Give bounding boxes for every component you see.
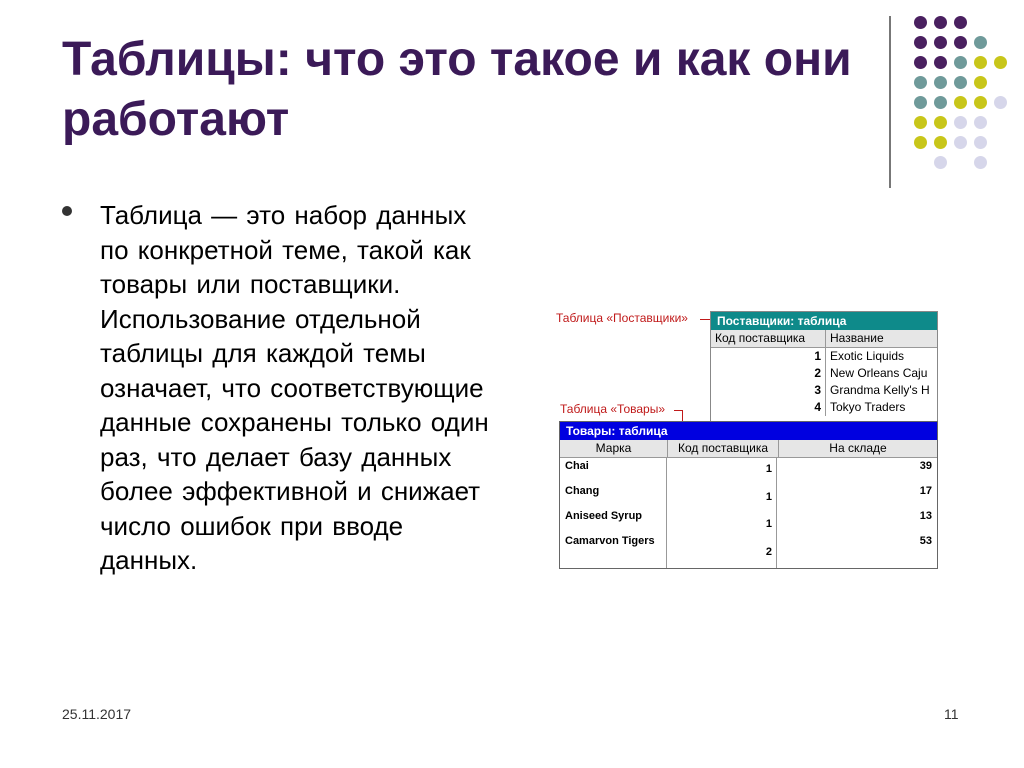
slide-date: 25.11.2017 — [62, 706, 132, 722]
vertical-divider — [889, 16, 891, 188]
suppliers-col-name: Название — [830, 331, 884, 345]
decor-dot — [954, 16, 967, 29]
decor-dot — [934, 76, 947, 89]
suppliers-table — [710, 311, 938, 427]
product-brand-cell: Camarvon Tigers — [565, 535, 655, 547]
products-col-stock: На складе — [829, 441, 887, 455]
product-code-cell: 1 — [765, 490, 772, 503]
decor-dot — [974, 96, 987, 109]
product-stock-cell: 17 — [919, 485, 932, 497]
products-col-brand: Марка — [560, 440, 668, 457]
product-stock-cell: 39 — [919, 460, 932, 472]
supplier-name-cell: New Orleans Caju — [830, 366, 928, 380]
products-table-header — [560, 440, 937, 458]
decor-dot — [954, 36, 967, 49]
decor-dot — [974, 136, 987, 149]
decor-dot — [974, 56, 987, 69]
decor-dot — [914, 136, 927, 149]
decor-dot — [954, 116, 967, 129]
suppliers-col-code: Код поставщика — [711, 330, 826, 347]
slide-number: 11 — [944, 706, 959, 722]
product-brand-cell: Chang — [565, 485, 600, 497]
product-stock-cell: 53 — [919, 535, 932, 547]
product-brand-cell: Aniseed Syrup — [565, 510, 643, 522]
decor-dot — [934, 116, 947, 129]
bullet-text: Таблица — это набор данных по конкретной теме, такой как товары или поставщики. Использование отдельной таблицы для каждой темы означает, что соответствующие данные сохранены только один раз, что делает базу данных более эффективной и снижает число ошибок при вводе данных. — [100, 200, 489, 575]
table-row — [711, 348, 937, 365]
table-row — [711, 399, 937, 416]
suppliers-table-title: Поставщики: таблица — [711, 312, 937, 330]
products-code-column — [667, 458, 777, 568]
decor-dot — [914, 56, 927, 69]
slide-title: Таблицы: что это такое и как они работают — [62, 33, 852, 146]
decor-dot — [974, 116, 987, 129]
decor-dot — [994, 56, 1007, 69]
products-brand-column — [560, 458, 667, 568]
supplier-code-cell: 1 — [711, 348, 826, 365]
decor-dot — [934, 56, 947, 69]
decor-dot — [994, 96, 1007, 109]
product-brand-cell: Chai — [565, 460, 589, 472]
supplier-code-cell: 2 — [711, 365, 826, 382]
decor-dot — [974, 36, 987, 49]
product-stock-cell: 13 — [919, 510, 932, 522]
supplier-name-cell: Exotic Liquids — [830, 349, 905, 363]
callout-suppliers-label: Таблица «Поставщики» — [556, 311, 688, 325]
decor-dot — [914, 96, 927, 109]
product-code-cell: 1 — [765, 463, 772, 475]
decor-dot — [914, 36, 927, 49]
tables-figure — [548, 306, 948, 576]
decor-dot — [934, 16, 947, 29]
supplier-code-cell: 4 — [711, 399, 826, 416]
product-code-cell: 1 — [765, 518, 772, 530]
decor-dot — [974, 76, 987, 89]
decor-dot — [954, 76, 967, 89]
decor-dot — [934, 136, 947, 149]
bullet-dot-icon — [62, 206, 72, 216]
decor-dot — [954, 96, 967, 109]
decor-dot — [934, 156, 947, 169]
suppliers-table-header — [711, 330, 937, 348]
decor-dot — [954, 56, 967, 69]
products-table — [559, 421, 938, 569]
decorative-dot-grid — [900, 14, 1010, 174]
decor-dot — [954, 136, 967, 149]
supplier-name-cell: Tokyo Traders — [830, 400, 906, 414]
decor-dot — [934, 36, 947, 49]
products-col-code: Код поставщика — [668, 440, 779, 457]
callout-products-line — [674, 410, 682, 411]
products-table-title: Товары: таблица — [560, 422, 937, 440]
decor-dot — [914, 116, 927, 129]
supplier-name-cell: Grandma Kelly's H — [830, 383, 930, 397]
decor-dot — [914, 76, 927, 89]
table-row — [711, 365, 937, 382]
products-table-body — [560, 458, 937, 568]
bullet-list — [62, 198, 502, 578]
decor-dot — [974, 156, 987, 169]
supplier-code-cell: 3 — [711, 382, 826, 399]
decor-dot — [934, 96, 947, 109]
decor-dot — [914, 16, 927, 29]
table-row — [711, 382, 937, 399]
callout-products-label: Таблица «Товары» — [560, 402, 666, 416]
product-code-cell: 2 — [765, 545, 772, 558]
products-stock-column — [777, 458, 937, 568]
